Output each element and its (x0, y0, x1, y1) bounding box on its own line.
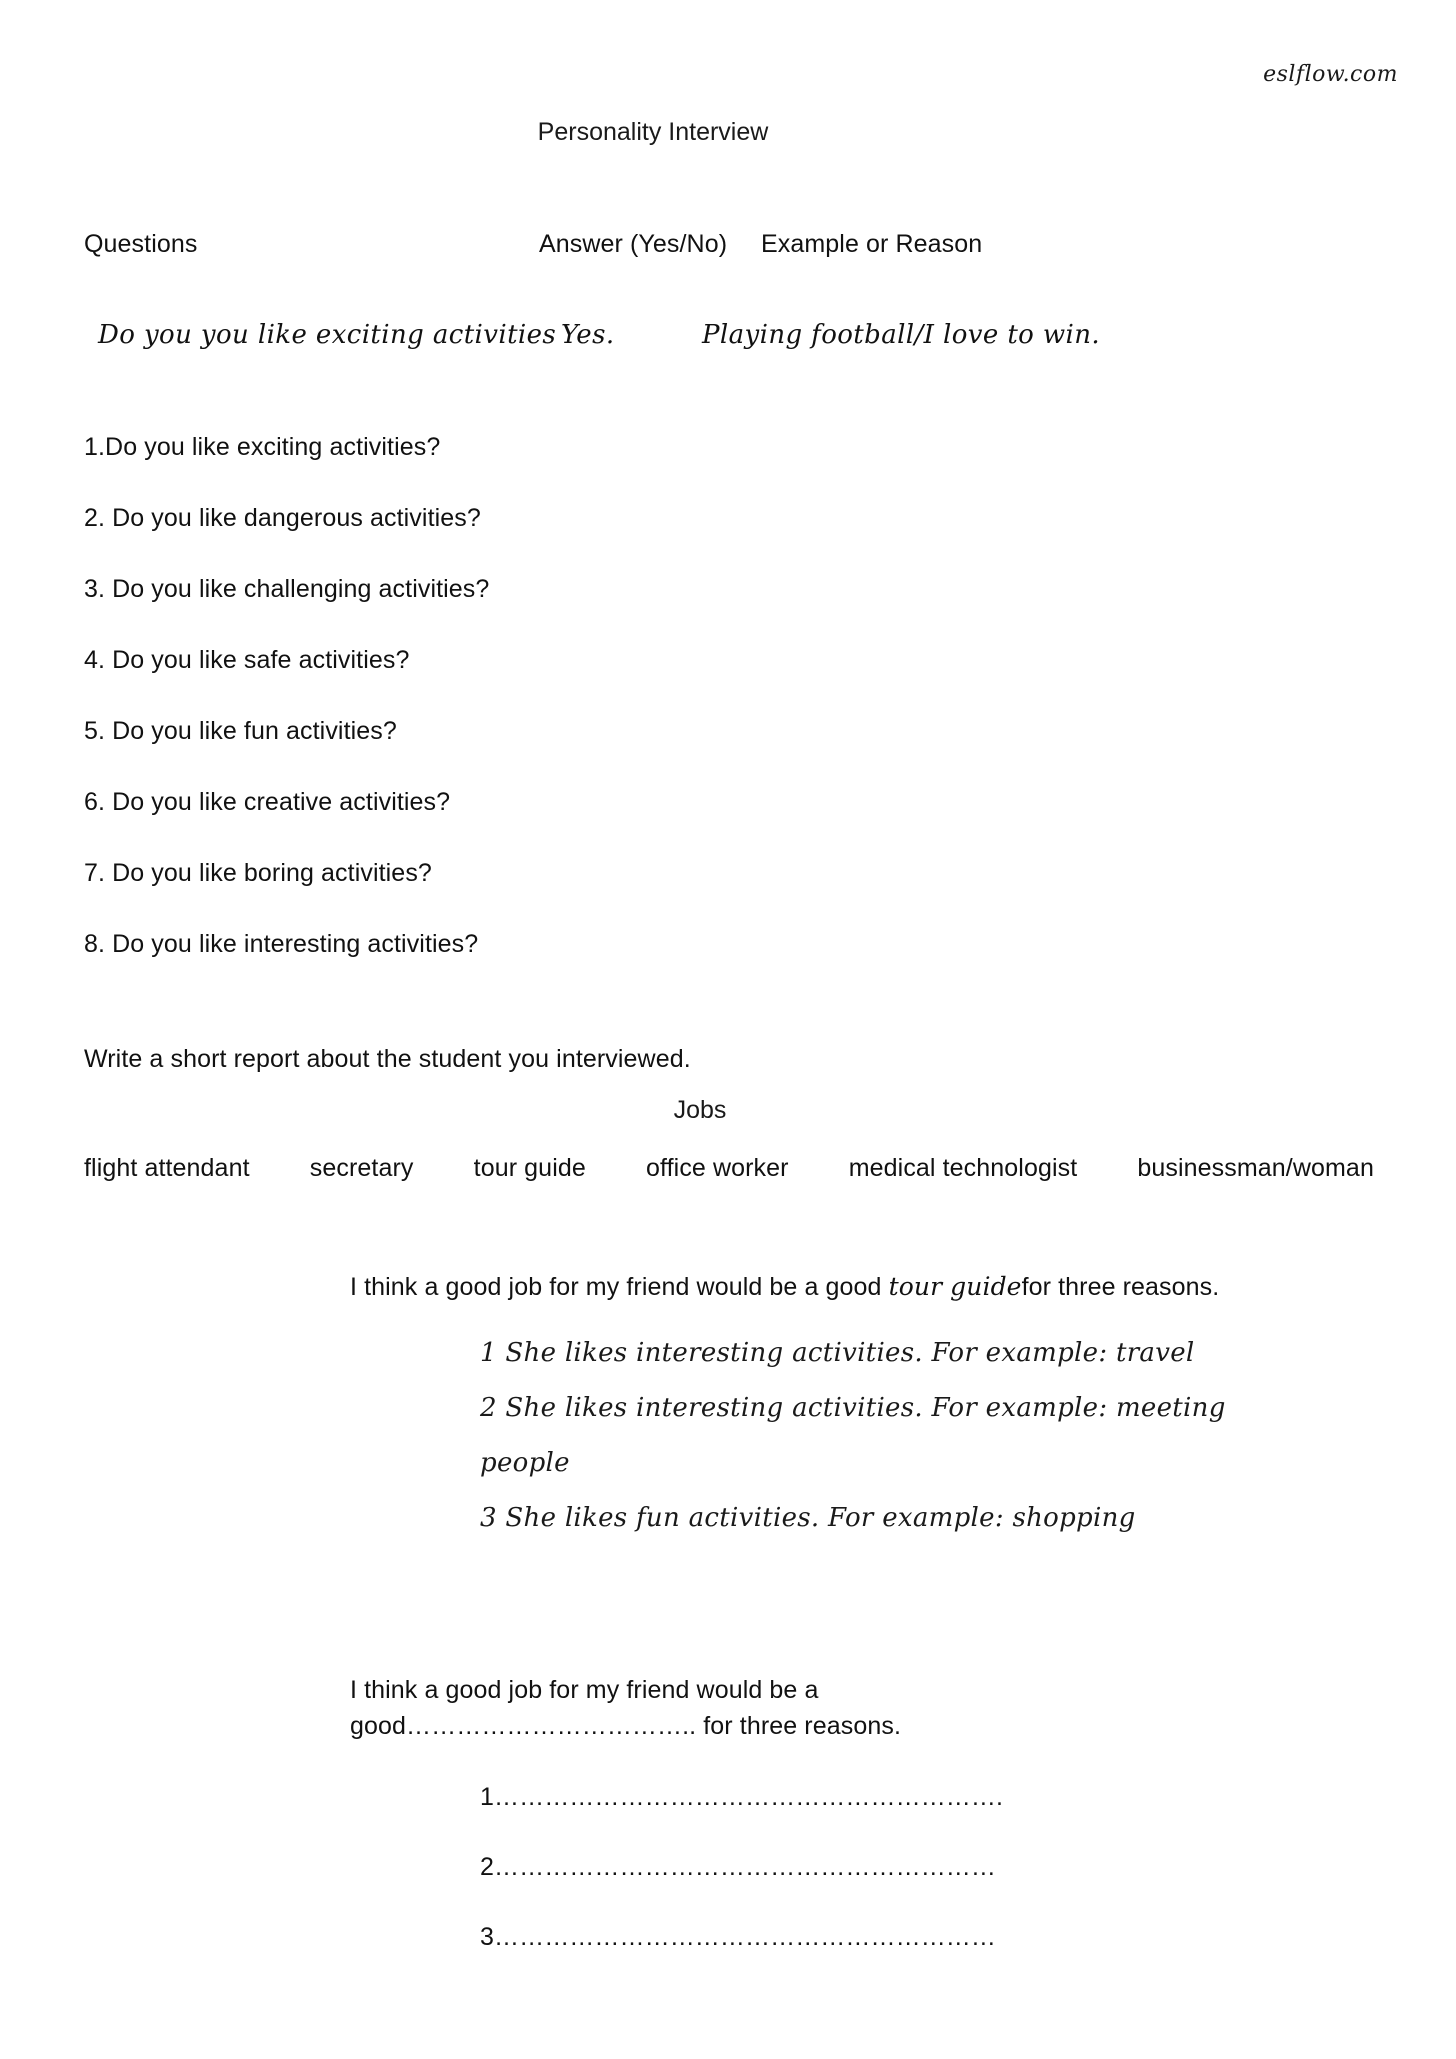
question-item: 3. Do you like challenging activities? (84, 575, 490, 603)
blank-reason-line[interactable]: 3…………………………………………………… (480, 1923, 997, 1951)
question-item: 4. Do you like safe activities? (84, 646, 410, 674)
sample-example-text: Playing football/I love to win. (702, 320, 1101, 350)
blank-template-block (350, 1672, 1150, 1988)
blank-reason-list (480, 1778, 1150, 1988)
sample-question-text: Do you you like exciting activities (98, 320, 557, 350)
question-item: 1.Do you like exciting activities? (84, 433, 441, 461)
sample-answer-text: Yes. (561, 320, 615, 350)
model-reason-item: 3 She likes fun activities. For example: shopping (480, 1503, 1136, 1533)
question-item: 6. Do you like creative activities? (84, 788, 451, 816)
model-answer-block (350, 1270, 1360, 1546)
page-title-text: Personality Interview (537, 118, 769, 146)
question-item: 5. Do you like fun activities? (84, 717, 397, 745)
jobs-heading (0, 1096, 1456, 1125)
blank-answer-sentence[interactable]: I think a good job for my friend would be a good…………………………….. for three reasons. (350, 1676, 901, 1740)
question-list (84, 432, 984, 1000)
question-item: 7. Do you like boring activities? (84, 859, 432, 887)
model-lead-job: tour guide (888, 1272, 1022, 1301)
model-lead-before: I think a good job for my friend would be a good (350, 1273, 889, 1301)
job-word: businessman/woman (1137, 1154, 1374, 1182)
model-lead-after: for three reasons. (1021, 1273, 1220, 1301)
model-reason-item: 1 She likes interesting activities. For example: travel (480, 1338, 1195, 1368)
model-reason-list (480, 1326, 1360, 1546)
jobs-heading-text: Jobs (673, 1096, 727, 1124)
question-item: 8. Do you like interesting activities? (84, 930, 479, 958)
model-answer-sentence (350, 1270, 1360, 1304)
column-header-answer: Answer (Yes/No) (539, 230, 728, 258)
job-word: tour guide (473, 1154, 586, 1182)
page-title (0, 118, 1456, 147)
column-header-questions: Questions (84, 230, 198, 258)
job-word: flight attendant (84, 1154, 250, 1182)
question-item: 2. Do you like dangerous activities? (84, 504, 481, 532)
table-column-headers (84, 228, 1374, 262)
job-word: medical technologist (848, 1154, 1078, 1182)
model-reason-item: 2 She likes interesting activities. For example: meeting people (480, 1393, 1226, 1478)
column-header-example: Example or Reason (761, 230, 983, 258)
jobs-word-bank (84, 1152, 1374, 1186)
blank-reason-line[interactable]: 1……………………………………………………. (480, 1783, 1004, 1811)
job-word: office worker (646, 1154, 789, 1182)
blank-reason-line[interactable]: 2…………………………………………………… (480, 1853, 997, 1881)
report-instruction: Write a short report about the student you interviewed. (84, 1045, 691, 1073)
site-watermark: eslflow.com (1263, 62, 1398, 87)
job-word: secretary (309, 1154, 414, 1182)
sample-answer-row (84, 320, 1384, 360)
